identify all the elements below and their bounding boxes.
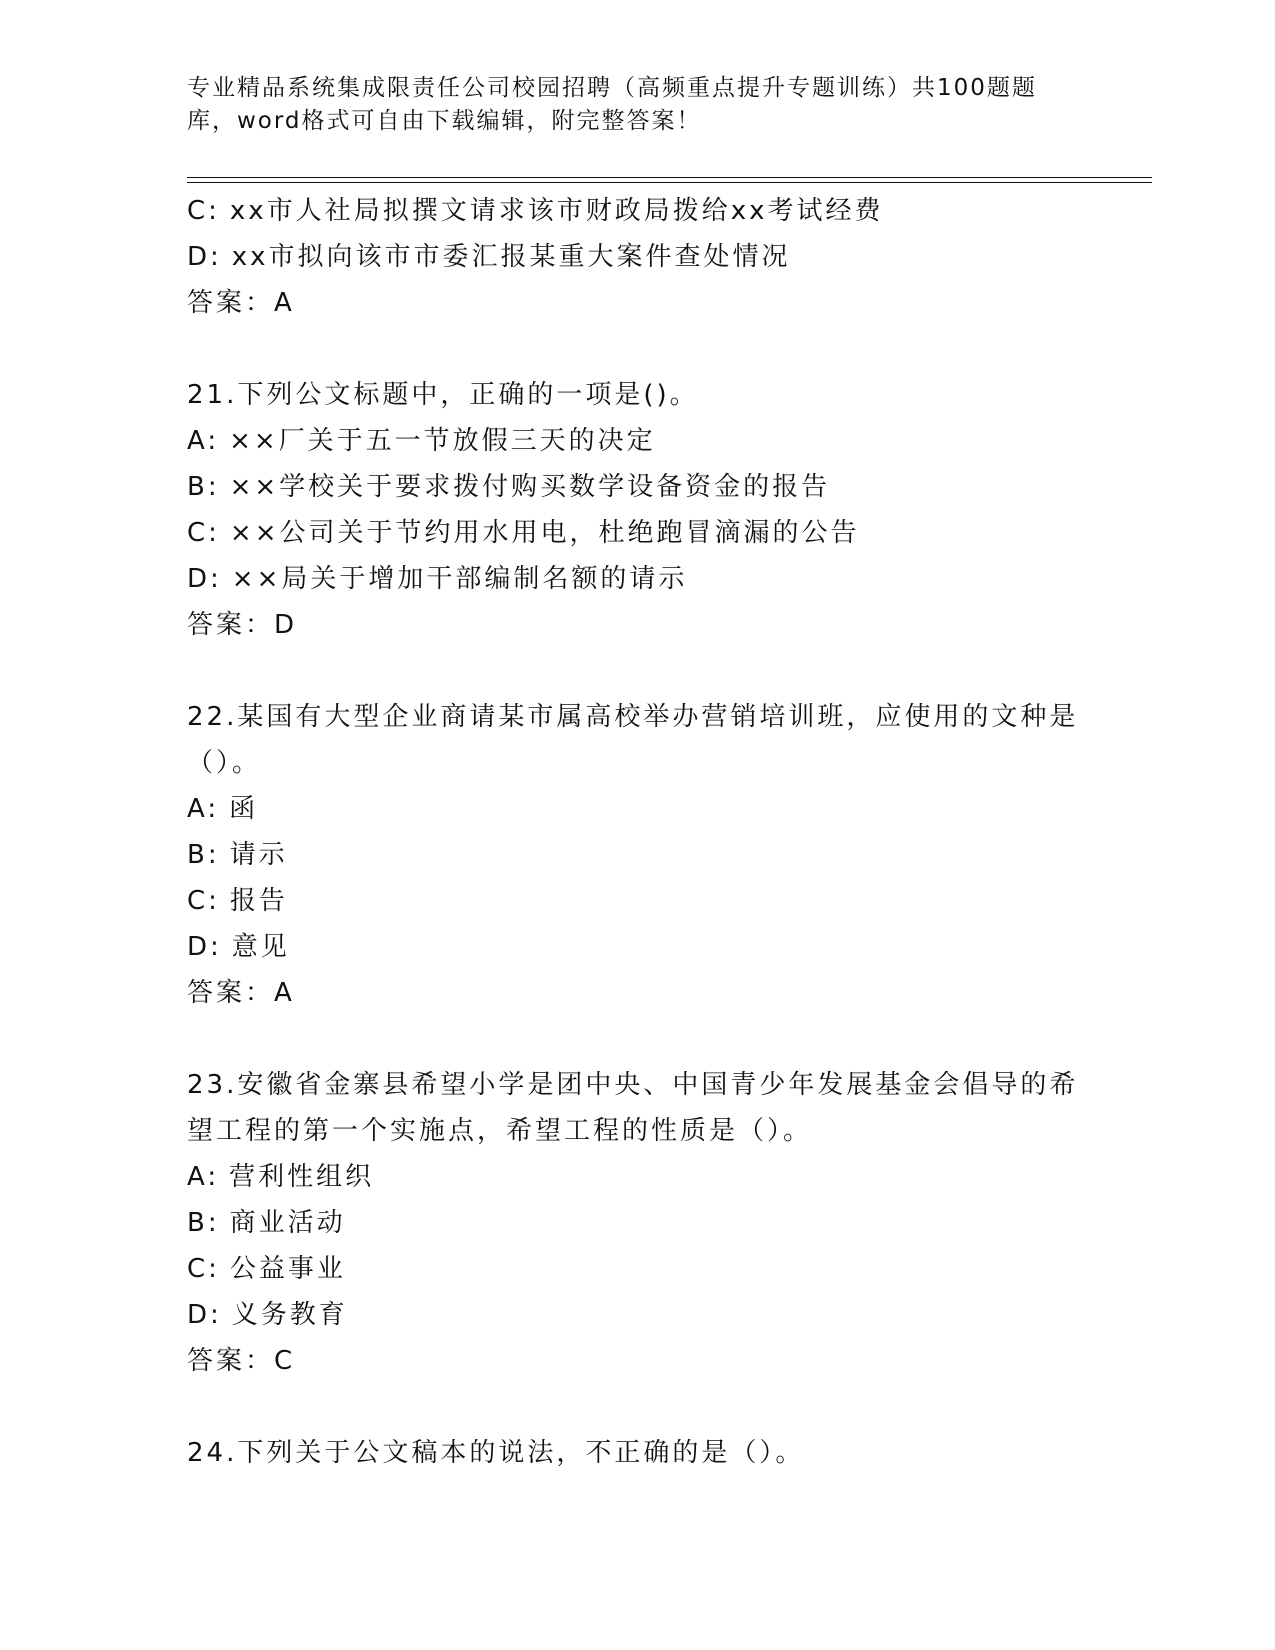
option-text: xx市人社局拟撰文请求该市财政局拨给xx考试经费 <box>229 196 884 226</box>
option-text: xx市拟向该市市委汇报某重大案件查处情况 <box>231 242 791 272</box>
option-d <box>187 1292 1087 1338</box>
option-a <box>187 1154 1087 1200</box>
header-rule-bottom <box>187 182 1152 183</box>
document-header <box>187 72 1047 138</box>
question-24 <box>187 1430 1087 1476</box>
option-label: B: <box>187 840 220 870</box>
option-label: C: <box>187 196 220 226</box>
option-label: A: <box>187 794 220 824</box>
option-text: ××学校关于要求拨付购买数学设备资金的报告 <box>229 472 831 502</box>
option-label: C: <box>187 886 220 916</box>
option-text: 商业活动 <box>229 1208 346 1238</box>
option-b <box>187 464 1087 510</box>
option-text: 营利性组织 <box>229 1162 375 1192</box>
option-text: 请示 <box>229 840 288 870</box>
answer-line: 答案：C <box>187 1346 296 1376</box>
option-text: 函 <box>229 794 259 824</box>
answer-line: 答案：A <box>187 978 295 1008</box>
option-d <box>187 234 1087 280</box>
question-22 <box>187 694 1087 1016</box>
spacer <box>187 648 1087 694</box>
option-text: 义务教育 <box>231 1300 348 1330</box>
option-text: ××局关于增加干部编制名额的请示 <box>231 564 688 594</box>
option-d <box>187 556 1087 602</box>
option-text: ××公司关于节约用水用电，杜绝跑冒滴漏的公告 <box>229 518 860 548</box>
option-label: A: <box>187 426 220 456</box>
question-23 <box>187 1062 1087 1384</box>
option-label: B: <box>187 1208 220 1238</box>
option-label: D: <box>187 932 222 962</box>
document-body <box>187 188 1087 1476</box>
question-21 <box>187 372 1087 648</box>
option-label: C: <box>187 1254 220 1284</box>
option-label: A: <box>187 1162 220 1192</box>
question-stem: 23.安徽省金寨县希望小学是团中央、中国青少年发展基金会倡导的希望工程的第一个实施点，希望工程的性质是（）。 <box>187 1070 1079 1146</box>
option-label: C: <box>187 518 220 548</box>
answer-line: 答案：D <box>187 610 298 640</box>
option-c <box>187 1246 1087 1292</box>
spacer <box>187 326 1087 372</box>
spacer <box>187 1384 1087 1430</box>
option-c <box>187 510 1087 556</box>
option-label: D: <box>187 1300 222 1330</box>
option-a <box>187 786 1087 832</box>
option-label: D: <box>187 242 222 272</box>
option-b <box>187 1200 1087 1246</box>
option-b <box>187 832 1087 878</box>
option-a <box>187 418 1087 464</box>
question-stem: 24.下列关于公文稿本的说法，不正确的是（）。 <box>187 1438 805 1468</box>
answer-line: 答案：A <box>187 288 295 318</box>
option-text: 公益事业 <box>229 1254 346 1284</box>
option-text: 报告 <box>229 886 288 916</box>
option-label: B: <box>187 472 220 502</box>
option-text: 意见 <box>231 932 290 962</box>
question-stem: 21.下列公文标题中，正确的一项是()。 <box>187 380 699 410</box>
document-title: 专业精品系统集成限责任公司校园招聘（高频重点提升专题训练）共100题题库，word格式可自由下载编辑，附完整答案！ <box>187 75 1037 134</box>
option-label: D: <box>187 564 222 594</box>
option-text: ××厂关于五一节放假三天的决定 <box>229 426 656 456</box>
header-rule-top <box>187 177 1152 178</box>
option-c <box>187 188 1087 234</box>
question-stem: 22.某国有大型企业商请某市属高校举办营销培训班，应使用的文种是（）。 <box>187 702 1079 778</box>
option-c <box>187 878 1087 924</box>
spacer <box>187 1016 1087 1062</box>
option-d <box>187 924 1087 970</box>
